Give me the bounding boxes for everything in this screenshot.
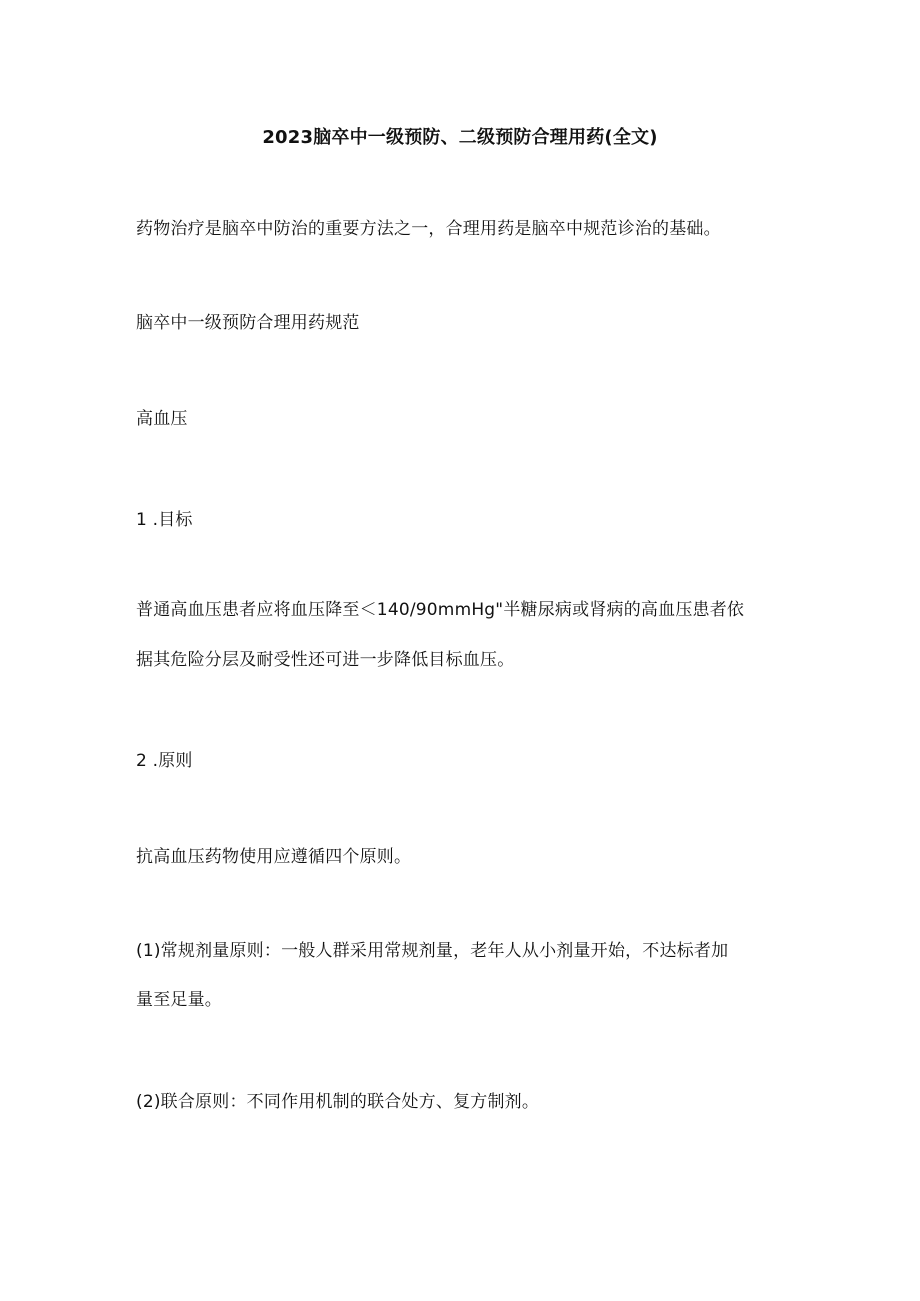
item-2-heading: 2 .原则 <box>136 751 193 771</box>
principle-2: (2)联合原则：不同作用机制的联合处方、复方制剂。 <box>136 1092 540 1112</box>
principle-1-line-1: (1)常规剂量原则：一般人群采用常规剂量，老年人从小剂量开始，不达标者加 <box>136 941 729 961</box>
item-1-text-line-1: 普通高血压患者应将血压降至＜140/90mmHg"半糖尿病或肾病的高血压患者依 <box>136 600 745 620</box>
item-1-text-line-2: 据其危险分层及耐受性还可进一步降低目标血压。 <box>136 650 515 670</box>
intro-paragraph: 药物治疗是脑卒中防治的重要方法之一，合理用药是脑卒中规范诊治的基础。 <box>136 219 721 239</box>
item-1-heading: 1 .目标 <box>136 510 193 530</box>
section-heading: 脑卒中一级预防合理用药规范 <box>136 313 360 333</box>
document-title: 2023脑卒中一级预防、二级预防合理用药(全文) <box>262 127 658 148</box>
principle-1-line-2: 量至足量。 <box>136 990 222 1010</box>
subsection-heading: 高血压 <box>136 409 188 429</box>
item-2-intro: 抗高血压药物使用应遵循四个原则。 <box>136 847 412 867</box>
